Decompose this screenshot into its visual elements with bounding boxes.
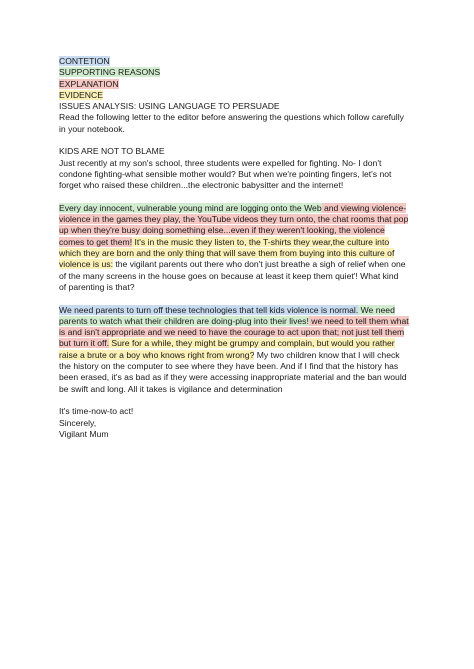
highlight-legend (59, 56, 434, 101)
p1-evidence-text: It's in the music they listen to, the T-shirts they wear,the culture into (132, 236, 390, 247)
p1-explanation-text: up when they're busy doing something else...even if they weren't looking, the violence (59, 225, 385, 236)
p2-evidence-text: raise a brute or a boy who knows right from wrong? (59, 349, 255, 360)
legend-explanation: EXPLANATION (59, 78, 119, 89)
instructions-line-2: in your notebook. (59, 123, 125, 134)
p2-explanation-text: but turn it off. (59, 338, 110, 349)
p2-plain-text: be swift and long. All it takes is vigilance and determination (59, 383, 283, 394)
paragraph-2 (59, 305, 434, 395)
instructions-line-1: Read the following letter to the editor before answering the questions which follow carefully (59, 112, 404, 123)
p2-reason-text: parents to watch what their children are doing-plug into their lives! (59, 315, 309, 326)
legend-evidence: EVIDENCE (59, 89, 103, 100)
p2-contention-text: We need parents to turn off these technologies that tell kids violence is normal. (59, 304, 359, 315)
p2-plain-text: been erased, it's as bad as if they were accessing inappropriate material and the ban would (59, 372, 407, 383)
p1-evidence-text: violence is us: (59, 259, 113, 270)
p1-reason-text: Every day innocent, vulnerable young mind are logging onto the Web (59, 202, 322, 213)
p1-plain-text: the vigilant parents out there who don't just breathe a sigh of relief when one (112, 259, 406, 270)
p1-evidence-text: which they are born and the only thing that will save them from buying into this culture of (59, 248, 395, 259)
call-to-action: It's time-now-to act! (59, 406, 134, 417)
signoff: Sincerely, (59, 417, 97, 428)
paragraph-1 (59, 203, 434, 293)
p1-explanation-text: violence in the games they play, the YouTube videos they turn onto, the chat rooms that pop (59, 214, 409, 225)
p2-plain-text: My two children know that I will check (254, 349, 400, 360)
signature: Vigilant Mum (59, 428, 109, 439)
p1-plain-text: of parenting is that? (59, 281, 135, 292)
p1-explanation-text: and viewing violence- (321, 202, 407, 213)
p1-plain-text: of the many screens in the house goes on because at least it keep them quiet'! What kind (59, 270, 399, 281)
document-heading: ISSUES ANALYSIS: USING LANGUAGE TO PERSUADE (59, 101, 280, 112)
intro-line-2: condone fighting-what sensible mother would? But when we're pointing fingers, let's not (59, 168, 392, 179)
letter-title: KIDS ARE NOT TO BLAME (59, 146, 165, 157)
p2-explanation-text: we need to tell them what (308, 315, 409, 326)
p2-reason-text: We need (358, 304, 395, 315)
legend-contention: CONTETION (59, 56, 110, 66)
p2-explanation-text: is and isn't appropriate and we need to have the courage to act upon that; not just tell them (59, 327, 405, 338)
p1-explanation-text: comes to get them! (59, 236, 133, 247)
p2-plain-text: the history on the computer to see where they have been. And if I find that the history has (59, 361, 399, 372)
legend-supporting-reasons: SUPPORTING REASONS (59, 67, 161, 78)
intro-line-3: forget who raised these children...the electronic babysitter and the internet! (59, 180, 344, 191)
intro-line-1: Just recently at my son's school, three students were expelled for fighting. No- I don't (59, 157, 382, 168)
p2-evidence-text: Sure for a while, they might be grumpy and complain, but would you rather (109, 338, 395, 349)
